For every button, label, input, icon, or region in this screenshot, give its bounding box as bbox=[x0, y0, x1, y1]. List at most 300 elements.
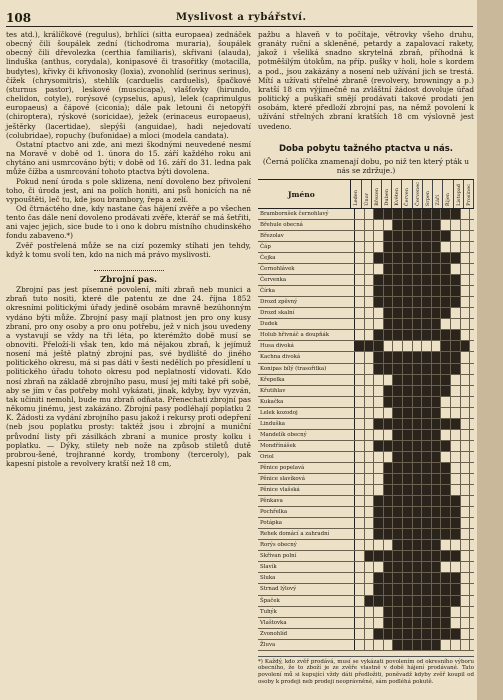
presence-cell bbox=[461, 452, 471, 462]
presence-cell bbox=[365, 352, 375, 362]
presence-cell bbox=[384, 397, 394, 407]
table-row bbox=[258, 562, 474, 573]
presence-cell bbox=[393, 275, 403, 285]
presence-cell bbox=[355, 386, 365, 396]
table-row bbox=[258, 518, 474, 529]
presence-cell bbox=[355, 485, 365, 495]
presence-cell bbox=[355, 286, 365, 296]
presence-cell bbox=[422, 386, 432, 396]
table-title: Doba pobytu tažného ptactva u nás. bbox=[278, 143, 454, 154]
table-row bbox=[258, 485, 474, 496]
presence-cell bbox=[413, 507, 423, 517]
presence-cell bbox=[393, 629, 403, 639]
presence-cell bbox=[451, 209, 461, 219]
presence-cell bbox=[365, 474, 375, 484]
presence-cell bbox=[461, 375, 471, 385]
presence-cell bbox=[451, 496, 461, 506]
presence-cell bbox=[413, 286, 423, 296]
presence-cell bbox=[441, 529, 451, 539]
month-header bbox=[362, 180, 372, 208]
presence-cell bbox=[432, 618, 442, 628]
presence-cell bbox=[441, 584, 451, 594]
presence-cell bbox=[413, 275, 423, 285]
presence-cell bbox=[374, 507, 384, 517]
section-title: Zbrojní pas. bbox=[100, 274, 157, 285]
presence-cell bbox=[441, 507, 451, 517]
presence-cell bbox=[365, 297, 375, 307]
table-row bbox=[258, 220, 474, 231]
presence-cell bbox=[355, 474, 365, 484]
table-row bbox=[258, 209, 474, 220]
presence-cell bbox=[461, 596, 471, 606]
month-label: Květen bbox=[394, 188, 401, 206]
presence-cell bbox=[432, 375, 442, 385]
presence-cell bbox=[374, 286, 384, 296]
presence-cell bbox=[355, 596, 365, 606]
presence-cell bbox=[403, 375, 413, 385]
presence-cell bbox=[365, 220, 375, 230]
table-row bbox=[258, 275, 474, 286]
table-row bbox=[258, 452, 474, 463]
presence-cell bbox=[432, 352, 442, 362]
bird-name: Čáp bbox=[258, 242, 355, 252]
presence-cell bbox=[413, 330, 423, 340]
presence-cell bbox=[413, 220, 423, 230]
presence-cell bbox=[413, 297, 423, 307]
presence-cell bbox=[413, 474, 423, 484]
page-number: 108 bbox=[6, 11, 32, 25]
presence-cell bbox=[422, 452, 432, 462]
table-row bbox=[258, 607, 474, 618]
presence-cell bbox=[413, 618, 423, 628]
presence-cell bbox=[432, 540, 442, 550]
presence-cell bbox=[461, 275, 471, 285]
presence-cell bbox=[422, 507, 432, 517]
presence-cell bbox=[384, 496, 394, 506]
presence-cell bbox=[355, 640, 365, 650]
presence-cell bbox=[403, 607, 413, 617]
presence-cell bbox=[432, 408, 442, 418]
presence-cell bbox=[355, 584, 365, 594]
bird-name: Mandelík obecný bbox=[258, 430, 355, 440]
presence-cell bbox=[441, 253, 451, 263]
presence-cell bbox=[432, 640, 442, 650]
presence-cell bbox=[393, 463, 403, 473]
month-label: Červen bbox=[404, 187, 411, 206]
table-row bbox=[258, 640, 474, 651]
presence-cell bbox=[451, 485, 461, 495]
presence-cell bbox=[403, 242, 413, 252]
presence-cell bbox=[403, 485, 413, 495]
presence-cell bbox=[374, 375, 384, 385]
presence-cell bbox=[374, 463, 384, 473]
presence-cell bbox=[365, 441, 375, 451]
presence-cell bbox=[393, 341, 403, 351]
footnote: *) Každý, kdo zvěř prodává, musí se vykázati povolením od okresního výboru obecního, že to zboží je ze zvěře vlastně v době hájení prodávané. Tato povolení mů si kupující vždy dáti předložiti, poněvadž kdyby zvěř koupil od osoby k prodeji neb prodeji neoprávněné, sám podléhá pokutě. bbox=[258, 656, 474, 685]
presence-cell bbox=[432, 242, 442, 252]
presence-cell bbox=[451, 584, 461, 594]
presence-cell bbox=[384, 220, 394, 230]
presence-cell bbox=[432, 430, 442, 440]
presence-cell bbox=[432, 463, 442, 473]
presence-cell bbox=[393, 220, 403, 230]
month-label: Červenec bbox=[414, 181, 421, 206]
presence-cell bbox=[422, 618, 432, 628]
presence-cell bbox=[451, 618, 461, 628]
presence-cell bbox=[451, 573, 461, 583]
bird-name: Špaček bbox=[258, 596, 355, 606]
presence-cell bbox=[441, 573, 451, 583]
presence-cell bbox=[403, 341, 413, 351]
presence-cell bbox=[384, 629, 394, 639]
presence-cell bbox=[432, 607, 442, 617]
presence-cell bbox=[384, 253, 394, 263]
presence-cell bbox=[461, 463, 471, 473]
bird-name: Holub hřivnáč a doupňák bbox=[258, 330, 355, 340]
presence-cell bbox=[422, 297, 432, 307]
presence-cell bbox=[355, 629, 365, 639]
presence-cell bbox=[432, 364, 442, 374]
bird-name: Rehek domácí a zahradní bbox=[258, 529, 355, 539]
presence-cell bbox=[461, 529, 471, 539]
month-header bbox=[382, 180, 392, 208]
presence-cell bbox=[451, 474, 461, 484]
presence-cell bbox=[393, 496, 403, 506]
presence-cell bbox=[393, 242, 403, 252]
presence-cell bbox=[432, 209, 442, 219]
presence-cell bbox=[451, 607, 461, 617]
presence-cell bbox=[365, 231, 375, 241]
right-column bbox=[258, 30, 474, 685]
presence-cell bbox=[441, 297, 451, 307]
table-row bbox=[258, 596, 474, 607]
presence-cell bbox=[374, 408, 384, 418]
presence-cell bbox=[393, 596, 403, 606]
month-label: Březen bbox=[373, 188, 380, 206]
presence-cell bbox=[441, 463, 451, 473]
table-row bbox=[258, 629, 474, 640]
presence-cell bbox=[374, 629, 384, 639]
presence-cell bbox=[432, 496, 442, 506]
presence-cell bbox=[422, 231, 432, 241]
presence-cell bbox=[403, 551, 413, 561]
presence-cell bbox=[355, 308, 365, 318]
presence-cell bbox=[422, 397, 432, 407]
presence-cell bbox=[355, 375, 365, 385]
table-row bbox=[258, 352, 474, 363]
presence-cell bbox=[422, 485, 432, 495]
table-row bbox=[258, 551, 474, 562]
presence-cell bbox=[365, 573, 375, 583]
table-header bbox=[258, 179, 474, 209]
presence-cell bbox=[441, 518, 451, 528]
presence-cell bbox=[441, 408, 451, 418]
presence-cell bbox=[422, 463, 432, 473]
presence-cell bbox=[432, 231, 442, 241]
bird-name: Tuhýk bbox=[258, 607, 355, 617]
table-row bbox=[258, 397, 474, 408]
presence-cell bbox=[365, 551, 375, 561]
bird-name: Strnad lýlový bbox=[258, 584, 355, 594]
presence-cell bbox=[413, 562, 423, 572]
presence-cell bbox=[403, 319, 413, 329]
month-header bbox=[402, 180, 412, 208]
running-title: Myslivost a rybářství. bbox=[176, 12, 307, 23]
presence-cell bbox=[413, 430, 423, 440]
presence-cell bbox=[365, 386, 375, 396]
presence-cell bbox=[451, 419, 461, 429]
presence-cell bbox=[365, 419, 375, 429]
presence-cell bbox=[451, 341, 461, 351]
presence-cell bbox=[451, 529, 461, 539]
presence-cell bbox=[365, 496, 375, 506]
presence-cell bbox=[422, 341, 432, 351]
presence-cell bbox=[355, 397, 365, 407]
presence-cell bbox=[461, 220, 471, 230]
presence-cell bbox=[422, 242, 432, 252]
bird-name: Kukačka bbox=[258, 397, 355, 407]
page-edge-shadow bbox=[477, 0, 503, 700]
presence-cell bbox=[422, 364, 432, 374]
presence-cell bbox=[422, 441, 432, 451]
month-header bbox=[454, 180, 464, 208]
presence-cell bbox=[461, 264, 471, 274]
presence-cell bbox=[393, 297, 403, 307]
presence-cell bbox=[441, 330, 451, 340]
presence-cell bbox=[365, 319, 375, 329]
presence-cell bbox=[393, 551, 403, 561]
presence-cell bbox=[441, 397, 451, 407]
presence-cell bbox=[432, 629, 442, 639]
presence-cell bbox=[384, 430, 394, 440]
presence-cell bbox=[432, 485, 442, 495]
paragraph: pažbu a hlaveň v to počítaje, větrovky všeho druhu, granáty ruční a skleněné, petardy a zapalovací rakety, jakož i všeliká snadno skrytelná zbraň, příhodná k potměšilým útokům, na příp. pušky v holi, hole s kordem a pod., jsou zakázány a nosení neb užívání jich se trestá. Mítí a užívati střelné zbraně (revolvery, browningy a p.) kratší 18 cm výjimečně na zvláštní žádost dovoluje úřad politický a puškaři smějí prodávati takové prodati jen osobám, které předloží zbrojní pas, na němž povolení k užívání střelných zbraní kratších 18 cm výslovně jest uvedeno. bbox=[258, 30, 474, 131]
presence-cell bbox=[432, 452, 442, 462]
presence-cell bbox=[413, 485, 423, 495]
presence-cell bbox=[384, 275, 394, 285]
presence-cell bbox=[355, 330, 365, 340]
presence-cell bbox=[413, 640, 423, 650]
table-row bbox=[258, 618, 474, 629]
presence-cell bbox=[461, 419, 471, 429]
presence-cell bbox=[461, 253, 471, 263]
presence-cell bbox=[384, 584, 394, 594]
presence-cell bbox=[441, 275, 451, 285]
presence-cell bbox=[365, 430, 375, 440]
bird-name: Pěnkava bbox=[258, 496, 355, 506]
presence-cell bbox=[355, 551, 365, 561]
presence-cell bbox=[393, 231, 403, 241]
presence-cell bbox=[461, 629, 471, 639]
bird-name: Zvonohlíd bbox=[258, 629, 355, 639]
paragraph: Ostatní ptactvo ani zde, ani mezi škodnými neuvedené nesmí na Moravě v době od 1. února do 15. září každého roku ani chytáno ani usmrcováno býti; v době od 16. září do 31. ledna pak může čížba a usmrcování tohoto ptactva býti dovolena. bbox=[6, 139, 251, 177]
presence-cell bbox=[461, 607, 471, 617]
month-label: Prosinec bbox=[465, 183, 472, 206]
presence-cell bbox=[365, 618, 375, 628]
month-header bbox=[372, 180, 382, 208]
presence-cell bbox=[393, 607, 403, 617]
presence-cell bbox=[403, 220, 413, 230]
presence-cell bbox=[413, 386, 423, 396]
presence-cell bbox=[374, 364, 384, 374]
presence-cell bbox=[365, 408, 375, 418]
presence-cell bbox=[355, 607, 365, 617]
presence-cell bbox=[432, 330, 442, 340]
presence-cell bbox=[451, 430, 461, 440]
presence-cell bbox=[374, 297, 384, 307]
presence-cell bbox=[403, 596, 413, 606]
presence-cell bbox=[441, 308, 451, 318]
presence-cell bbox=[432, 562, 442, 572]
presence-cell bbox=[393, 386, 403, 396]
presence-cell bbox=[451, 518, 461, 528]
presence-cell bbox=[374, 220, 384, 230]
presence-cell bbox=[451, 242, 461, 252]
presence-cell bbox=[451, 375, 461, 385]
presence-cell bbox=[413, 452, 423, 462]
presence-cell bbox=[432, 253, 442, 263]
presence-cell bbox=[441, 618, 451, 628]
presence-cell bbox=[422, 562, 432, 572]
presence-cell bbox=[403, 408, 413, 418]
presence-cell bbox=[461, 618, 471, 628]
presence-cell bbox=[432, 386, 442, 396]
presence-cell bbox=[461, 364, 471, 374]
presence-cell bbox=[413, 573, 423, 583]
presence-cell bbox=[451, 319, 461, 329]
presence-cell bbox=[403, 452, 413, 462]
presence-cell bbox=[451, 330, 461, 340]
presence-cell bbox=[461, 242, 471, 252]
presence-cell bbox=[355, 507, 365, 517]
bird-name: Křutihlav bbox=[258, 386, 355, 396]
presence-cell bbox=[403, 496, 413, 506]
presence-cell bbox=[432, 507, 442, 517]
presence-cell bbox=[365, 330, 375, 340]
month-label: Říjen bbox=[445, 192, 452, 206]
presence-cell bbox=[413, 463, 423, 473]
presence-cell bbox=[413, 584, 423, 594]
page-header bbox=[6, 10, 473, 27]
presence-cell bbox=[451, 308, 461, 318]
presence-cell bbox=[403, 507, 413, 517]
presence-cell bbox=[403, 529, 413, 539]
presence-cell bbox=[422, 330, 432, 340]
presence-cell bbox=[451, 275, 461, 285]
presence-cell bbox=[393, 375, 403, 385]
presence-cell bbox=[403, 264, 413, 274]
presence-cell bbox=[422, 640, 432, 650]
presence-cell bbox=[374, 562, 384, 572]
presence-cell bbox=[374, 540, 384, 550]
presence-cell bbox=[393, 640, 403, 650]
presence-cell bbox=[403, 286, 413, 296]
presence-cell bbox=[422, 474, 432, 484]
presence-cell bbox=[355, 573, 365, 583]
presence-cell bbox=[374, 596, 384, 606]
presence-cell bbox=[461, 231, 471, 241]
presence-cell bbox=[461, 297, 471, 307]
presence-cell bbox=[451, 640, 461, 650]
presence-cell bbox=[441, 551, 451, 561]
presence-cell bbox=[441, 375, 451, 385]
presence-cell bbox=[384, 618, 394, 628]
presence-cell bbox=[365, 629, 375, 639]
presence-cell bbox=[355, 297, 365, 307]
migration-table bbox=[258, 179, 474, 651]
presence-cell bbox=[413, 209, 423, 219]
presence-cell bbox=[374, 253, 384, 263]
presence-cell bbox=[365, 485, 375, 495]
presence-cell bbox=[393, 264, 403, 274]
presence-cell bbox=[451, 507, 461, 517]
presence-cell bbox=[393, 397, 403, 407]
presence-cell bbox=[355, 496, 365, 506]
table-row bbox=[258, 286, 474, 297]
presence-cell bbox=[355, 220, 365, 230]
presence-cell bbox=[422, 209, 432, 219]
presence-cell bbox=[355, 319, 365, 329]
presence-cell bbox=[384, 231, 394, 241]
presence-cell bbox=[374, 231, 384, 241]
bird-name: Oriol bbox=[258, 452, 355, 462]
presence-cell bbox=[384, 518, 394, 528]
presence-cell bbox=[441, 220, 451, 230]
bird-name: Slavík bbox=[258, 562, 355, 572]
presence-cell bbox=[384, 242, 394, 252]
presence-cell bbox=[403, 275, 413, 285]
presence-cell bbox=[441, 386, 451, 396]
presence-cell bbox=[422, 319, 432, 329]
section-divider bbox=[6, 264, 251, 272]
presence-cell bbox=[393, 330, 403, 340]
bird-name: Linduška bbox=[258, 419, 355, 429]
presence-cell bbox=[374, 341, 384, 351]
presence-cell bbox=[365, 640, 375, 650]
presence-cell bbox=[355, 518, 365, 528]
bird-name: Sluka bbox=[258, 573, 355, 583]
presence-cell bbox=[422, 286, 432, 296]
presence-cell bbox=[384, 297, 394, 307]
bird-name: Brambornšek černohlavý bbox=[258, 209, 355, 219]
presence-cell bbox=[384, 308, 394, 318]
presence-cell bbox=[422, 540, 432, 550]
presence-cell bbox=[441, 496, 451, 506]
presence-cell bbox=[432, 441, 442, 451]
presence-cell bbox=[374, 275, 384, 285]
bird-name: Černohlávek bbox=[258, 264, 355, 274]
presence-cell bbox=[432, 474, 442, 484]
presence-cell bbox=[451, 452, 461, 462]
presence-cell bbox=[355, 419, 365, 429]
presence-cell bbox=[451, 596, 461, 606]
presence-cell bbox=[403, 562, 413, 572]
presence-cell bbox=[432, 551, 442, 561]
presence-cell bbox=[451, 386, 461, 396]
presence-cell bbox=[413, 264, 423, 274]
table-row bbox=[258, 319, 474, 330]
presence-cell bbox=[413, 397, 423, 407]
presence-cell bbox=[374, 264, 384, 274]
presence-cell bbox=[441, 485, 451, 495]
month-header bbox=[351, 180, 361, 208]
presence-cell bbox=[365, 607, 375, 617]
presence-cell bbox=[422, 264, 432, 274]
table-subtitle: (Černá políčka znamenají dobu, po niž ten který pták u nás se zdržuje.) bbox=[262, 156, 470, 175]
presence-cell bbox=[422, 607, 432, 617]
presence-cell bbox=[393, 308, 403, 318]
presence-cell bbox=[441, 607, 451, 617]
